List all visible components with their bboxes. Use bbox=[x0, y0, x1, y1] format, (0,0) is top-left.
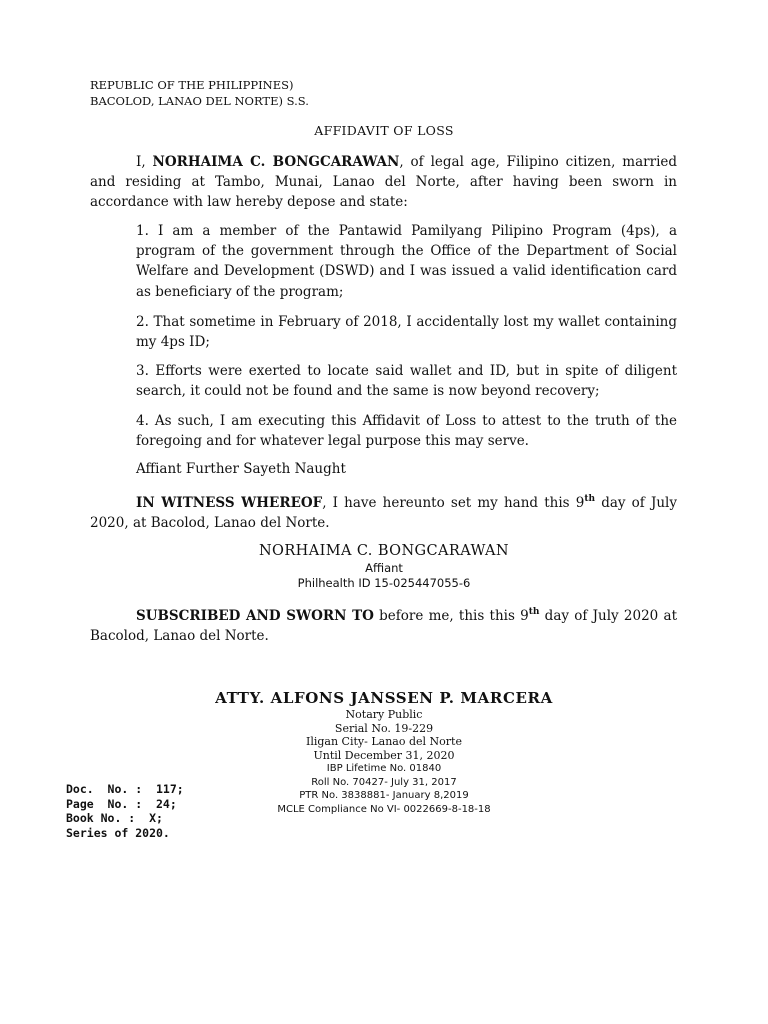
witness-paragraph bbox=[90, 493, 677, 533]
intro-lead: I, bbox=[136, 154, 153, 170]
statement-item-3: 3. Efforts were exerted to locate said wallet and ID, but in spite of diligent search, it could not be found and the same is now beyond recovery; bbox=[136, 363, 677, 400]
venue-header bbox=[90, 77, 309, 109]
jurat-paragraph bbox=[90, 606, 677, 646]
affiant-signature-block bbox=[0, 541, 768, 591]
affiant-name-inline: NORHAIMA C. BONGCARAWAN bbox=[152, 154, 400, 170]
book-number: Book No. : X; bbox=[66, 811, 163, 825]
affiant-name: NORHAIMA C. BONGCARAWAN bbox=[258, 543, 510, 559]
document-title: AFFIDAVIT OF LOSS bbox=[314, 123, 454, 138]
affiant-label: Affiant bbox=[365, 561, 403, 575]
notary-roll: Roll No. 70427- July 31, 2017 bbox=[311, 776, 457, 788]
notary-ptr: PTR No. 3838881- January 8,2019 bbox=[299, 790, 469, 801]
venue-line-republic: REPUBLIC OF THE PHILIPPINES) bbox=[90, 78, 294, 92]
notary-commission-until: Until December 31, 2020 bbox=[313, 748, 455, 762]
sayeth-naught: Affiant Further Sayeth Naught bbox=[136, 461, 346, 477]
notary-city: Iligan City- Lanao del Norte bbox=[306, 735, 462, 748]
document-reference-block bbox=[66, 782, 184, 840]
page-number: Page No. : 24; bbox=[66, 796, 177, 811]
doc-number: Doc. No. : 117; bbox=[66, 782, 184, 796]
statement-item-4: 4. As such, I am executing this Affidavit of Loss to attest to the truth of the foregoing and for whatever legal purpose this may serve. bbox=[136, 413, 677, 450]
jurat-heading: SUBSCRIBED AND SWORN TO bbox=[136, 608, 374, 624]
jurat-post: day of July 2020 at Bacolod, Lanao del Norte. bbox=[90, 608, 677, 645]
statement-item-2: 2. That sometime in February of 2018, I accidentally lost my wallet containing my 4ps ID; bbox=[136, 314, 677, 351]
witness-post: day of July 2020, at Bacolod, Lanao del Norte. bbox=[90, 495, 677, 532]
statement-item-1: 1. I am a member of the Pantawid Pamilyang Pilipino Program (4ps), a program of the government through the Office of the Department of Social Welfare and Development (DSWD) and I was issued a valid identification card as beneficiary of the program; bbox=[136, 223, 677, 300]
series-year: Series of 2020. bbox=[66, 825, 170, 840]
notary-serial: Serial No. 19-229 bbox=[334, 721, 434, 735]
intro-rest: , of legal age, Filipino citizen, married and residing at Tambo, Munai, Lanao del Norte, after having been sworn in accordance with law hereby depose and state: bbox=[90, 154, 678, 211]
witness-pre: , I have hereunto set my hand this 9 bbox=[322, 495, 585, 511]
witness-ordinal-suffix: th bbox=[584, 494, 596, 504]
venue-line-bacolod: BACOLOD, LANAO DEL NORTE) S.S. bbox=[90, 94, 309, 108]
philhealth-id: Philhealth ID 15-025447055-6 bbox=[297, 576, 471, 590]
notary-ibp: IBP Lifetime No. 01840 bbox=[326, 763, 442, 774]
notary-mcle: MCLE Compliance No VI- 0022669-8-18-18 bbox=[277, 803, 491, 815]
notary-title: Notary Public bbox=[345, 708, 423, 721]
jurat-pre: before me, this this 9 bbox=[373, 608, 529, 624]
jurat-ordinal-suffix: th bbox=[528, 607, 540, 617]
intro-paragraph bbox=[90, 152, 677, 213]
notary-name: ATTY. ALFONS JANSSEN P. MARCERA bbox=[215, 689, 553, 707]
witness-heading: IN WITNESS WHEREOF bbox=[136, 495, 323, 511]
